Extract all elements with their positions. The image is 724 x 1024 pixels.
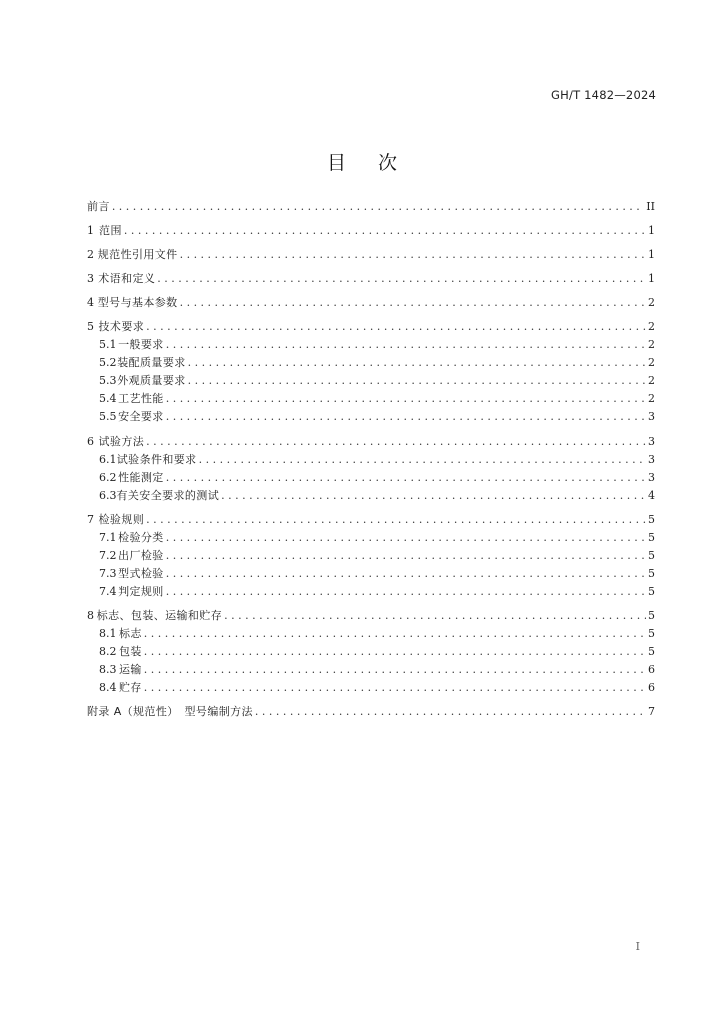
toc-dot-leader xyxy=(255,703,646,721)
toc-dot-leader xyxy=(166,583,646,601)
toc-dot-leader xyxy=(224,607,646,625)
toc-entry-number: 5.5 xyxy=(99,410,117,424)
toc-entry[interactable] xyxy=(87,625,655,643)
toc-entry-page: 3 xyxy=(648,470,655,484)
toc-entry-label: 有关安全要求的测试 xyxy=(116,488,220,502)
toc-entry-label: 一般要求 xyxy=(118,338,164,352)
page-number: I xyxy=(635,940,640,953)
toc-dot-leader xyxy=(180,294,646,312)
toc-entry[interactable] xyxy=(87,511,655,529)
toc-entry-page: 2 xyxy=(648,338,655,352)
toc-entry[interactable] xyxy=(87,336,655,354)
toc-entry-page: 6 xyxy=(648,662,655,676)
toc-entry-label: 范围 xyxy=(99,224,122,238)
toc-entry-label: 出厂检验 xyxy=(118,548,164,562)
toc-entry[interactable] xyxy=(87,451,655,469)
toc-entry-label: 技术要求 xyxy=(98,320,145,334)
toc-entry-page: 7 xyxy=(648,704,655,718)
toc-entry[interactable] xyxy=(87,270,655,288)
toc-entry[interactable] xyxy=(87,433,655,451)
toc-dot-leader xyxy=(146,433,646,451)
toc-entry-label: 检验分类 xyxy=(118,530,164,544)
toc-entry-number: 4 xyxy=(87,296,94,310)
toc-entry-label: 标志、包装、运输和贮存 xyxy=(96,608,223,622)
toc-entry-label: 性能测定 xyxy=(118,470,164,484)
toc-entry-label: 型式检验 xyxy=(118,566,164,580)
toc-dot-leader xyxy=(166,565,646,583)
toc-entry-page: 5 xyxy=(648,584,655,598)
document-code: GH/T 1482—2024 xyxy=(551,88,656,102)
toc-entry-number: 3 xyxy=(87,272,94,286)
toc-entry-page: 5 xyxy=(648,548,655,562)
toc-entry-label: 运输 xyxy=(118,662,142,676)
toc-entry-label: 判定规则 xyxy=(118,584,164,598)
toc-dot-leader xyxy=(166,336,646,354)
toc-dot-leader xyxy=(146,318,646,336)
toc-entry-number: 5.3 xyxy=(99,374,117,388)
toc-entry-label: 外观质量要求 xyxy=(117,374,186,388)
toc-entry-label: 包装 xyxy=(118,644,142,658)
toc-entry-label: 前言 xyxy=(87,200,110,213)
toc-entry-label: 规范性引用文件 xyxy=(97,248,178,262)
toc-entry-number: 5.1 xyxy=(99,338,117,352)
toc-entry-page: 6 xyxy=(648,680,655,694)
toc-entry-page: 3 xyxy=(648,434,655,448)
toc-entry[interactable] xyxy=(87,607,655,625)
toc-dot-leader xyxy=(180,246,646,264)
toc-entry[interactable] xyxy=(87,372,655,390)
toc-dot-leader xyxy=(166,408,646,426)
toc-entry-page: 2 xyxy=(648,392,655,406)
toc-entry-label: 试验条件和要求 xyxy=(116,452,197,466)
toc-entry-page: 4 xyxy=(648,488,655,502)
toc-entry-label: 试验方法 xyxy=(98,434,145,448)
toc-dot-leader xyxy=(166,390,646,408)
toc-entry[interactable] xyxy=(87,583,655,601)
toc-entry[interactable] xyxy=(87,469,655,487)
toc-entry-page: 5 xyxy=(648,608,655,622)
toc-entry-page: 2 xyxy=(648,356,655,370)
toc-entry[interactable] xyxy=(87,222,655,240)
toc-entry-page: 5 xyxy=(648,566,655,580)
toc-entry-page: 2 xyxy=(648,296,655,310)
toc-entry-number: 7.2 xyxy=(99,548,117,562)
toc-entry[interactable] xyxy=(87,246,655,264)
toc-entry[interactable] xyxy=(87,661,655,679)
toc-entry-number: 6 xyxy=(87,434,94,448)
toc-dot-leader xyxy=(112,198,644,216)
toc-entry[interactable] xyxy=(87,565,655,583)
toc-entry-page: 3 xyxy=(648,410,655,424)
toc-entry-page: 5 xyxy=(648,530,655,544)
toc-entry-number: 6.1 xyxy=(99,452,117,466)
toc-dot-leader xyxy=(188,354,646,372)
toc-entry-label: 贮存 xyxy=(118,680,142,694)
toc-entry-label: 装配质量要求 xyxy=(117,356,186,370)
toc-entry[interactable] xyxy=(87,294,655,312)
toc-dot-leader xyxy=(166,529,646,547)
toc-entry-page: 5 xyxy=(648,626,655,640)
toc-entry-page: 1 xyxy=(648,248,655,262)
toc-entry[interactable] xyxy=(87,198,655,216)
toc-dot-leader xyxy=(144,643,646,661)
toc-entry-number: 7.3 xyxy=(99,566,117,580)
toc-entry-page: 2 xyxy=(648,320,655,334)
toc-dot-leader xyxy=(221,487,646,505)
toc-entry-number: 7.4 xyxy=(99,584,117,598)
toc-entry[interactable] xyxy=(87,487,655,505)
toc-dot-leader xyxy=(144,679,646,697)
toc-entry[interactable] xyxy=(87,679,655,697)
toc-entry-number: 8.3 xyxy=(99,662,117,676)
toc-entry-number: 7 xyxy=(87,512,94,526)
toc-dot-leader xyxy=(166,547,646,565)
toc-entry-number: 8.1 xyxy=(99,626,117,640)
toc-entry-number: 6.3 xyxy=(99,488,117,502)
toc-entry[interactable] xyxy=(87,703,655,721)
toc-dot-leader xyxy=(144,661,646,679)
toc-dot-leader xyxy=(157,270,646,288)
toc-entry-number: 1 xyxy=(87,224,94,238)
toc-entry-number: 8.2 xyxy=(99,644,117,658)
toc-entry-label: 附录 A（规范性） 型号编制方法 xyxy=(87,704,253,718)
toc-entry-number: 5 xyxy=(87,320,94,334)
toc-entry-label: 检验规则 xyxy=(98,512,145,526)
toc-entry-page: 1 xyxy=(648,224,655,238)
toc-entry-page: 1 xyxy=(648,272,655,286)
toc-entry-number: 8.4 xyxy=(99,680,117,694)
toc-entry-label: 型号与基本参数 xyxy=(97,296,178,310)
toc-entry[interactable] xyxy=(87,408,655,426)
toc-entry-number: 5.4 xyxy=(99,392,117,406)
toc-entry[interactable] xyxy=(87,643,655,661)
toc-dot-leader xyxy=(199,451,646,469)
toc-entry-label: 安全要求 xyxy=(118,410,164,424)
toc-entry-number: 5.2 xyxy=(99,356,117,370)
toc-entry-page: 5 xyxy=(648,512,655,526)
toc-entry-page: 2 xyxy=(648,374,655,388)
toc-entry-label: 工艺性能 xyxy=(118,392,164,406)
page-title: 目次 xyxy=(326,152,429,174)
toc-entry[interactable] xyxy=(87,529,655,547)
table-of-contents xyxy=(87,198,655,721)
toc-entry-label: 标志 xyxy=(118,626,142,640)
toc-dot-leader xyxy=(146,511,646,529)
toc-entry[interactable] xyxy=(87,318,655,336)
toc-entry[interactable] xyxy=(87,354,655,372)
toc-dot-leader xyxy=(188,372,646,390)
toc-entry[interactable] xyxy=(87,547,655,565)
toc-entry-label: 术语和定义 xyxy=(98,272,156,286)
toc-entry-page: II xyxy=(646,200,655,213)
toc-entry-number: 2 xyxy=(87,248,94,262)
toc-entry-number: 6.2 xyxy=(99,470,117,484)
toc-entry-page: 3 xyxy=(648,452,655,466)
toc-dot-leader xyxy=(166,469,646,487)
toc-entry-number: 8 xyxy=(87,608,94,622)
toc-dot-leader xyxy=(124,222,646,240)
toc-dot-leader xyxy=(144,625,646,643)
toc-entry[interactable] xyxy=(87,390,655,408)
toc-entry-number: 7.1 xyxy=(99,530,117,544)
toc-entry-page: 5 xyxy=(648,644,655,658)
